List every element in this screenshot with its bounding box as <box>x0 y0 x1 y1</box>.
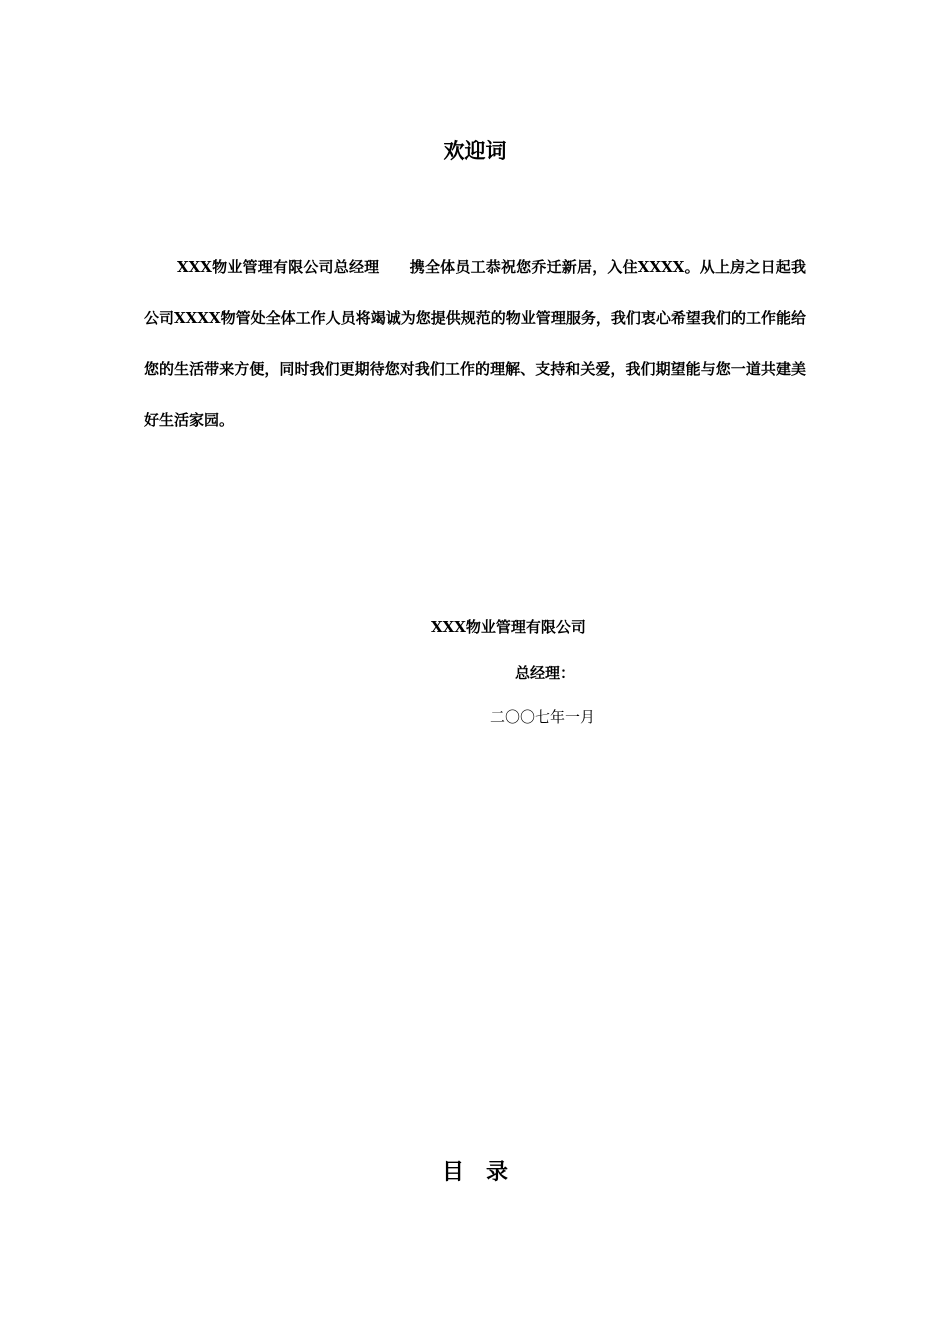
signature-company: XXX物业管理有限公司 <box>431 618 586 636</box>
table-of-contents-heading: 目 录 <box>441 1159 508 1185</box>
welcome-paragraph: XXX物业管理有限公司总经理 携全体员工恭祝您乔迁新居，入住XXXX。从上房之日起我公司XXXX物管处全体工作人员将竭诚为您提供规范的物业管理服务，我们衷心希望我们的工作能给您的生活带来方便，同时我们更期待您对我们工作的理解、支持和关爱，我们期望能与您一道共建美好生活家园。 <box>144 258 806 429</box>
signature-date: 二〇〇七年一月 <box>490 708 596 726</box>
signature-title: 总经理： <box>515 664 576 682</box>
welcome-title: 欢迎词 <box>443 138 507 163</box>
